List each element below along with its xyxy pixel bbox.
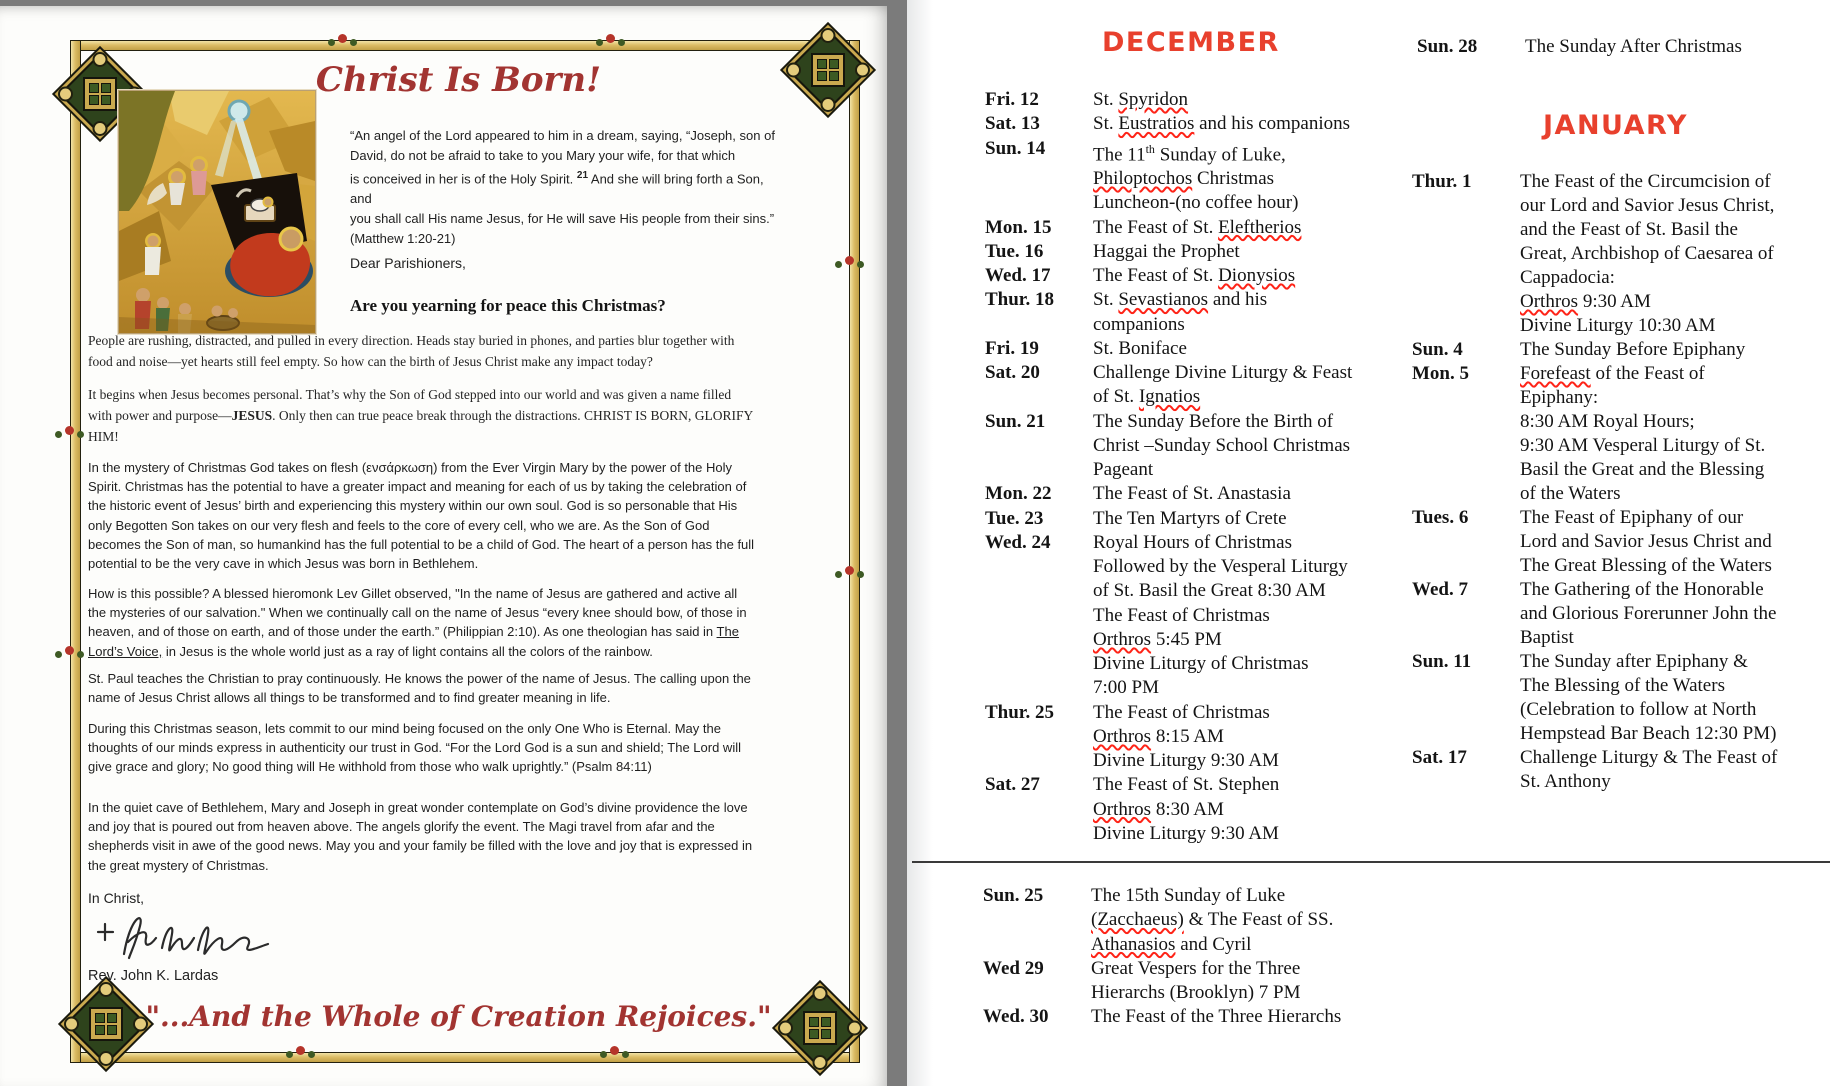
scripture-quote-line: (Matthew 1:20-21) — [350, 231, 456, 247]
calendar-entry-description — [1093, 701, 1395, 774]
letter-question: Are you yearning for peace this Christmas? — [350, 296, 666, 315]
calendar-entry-line: Orthros 8:15 AM — [1093, 725, 1224, 747]
calendar-entry-description — [1093, 531, 1395, 701]
calendar-entry-day: Fri. 12 — [985, 89, 1039, 110]
calendar-entry-line: Hempstead Bar Beach 12:30 PM) — [1520, 723, 1777, 744]
border-sprig-ornament — [338, 34, 347, 43]
calendar-entry-description — [1520, 362, 1827, 506]
calendar-entry — [985, 240, 1395, 264]
calendar-entry-description — [1093, 264, 1395, 288]
letter-paragraph: People are rushing, distracted, and pulled in every direction. Heads stay buried in phones, and parties blur together with food and noise—yet hearts still feel empty. So how can the birth of Jesus Christ make any impact today? — [88, 333, 735, 369]
border-sprig-ornament — [845, 566, 854, 575]
calendar-entry-description — [1093, 216, 1395, 240]
calendar-entry — [985, 361, 1395, 410]
scripture-quote-line: you shall call His name Jesus, for He will save His people from their sins.” — [350, 211, 775, 227]
calendar-entry-line: The Sunday After Christmas — [1525, 36, 1742, 57]
scripture-quote — [350, 126, 780, 249]
calendar-entry-description — [1093, 88, 1395, 112]
calendar-entry-line: St. Sevastianos and his — [1093, 289, 1268, 311]
late-january-column — [983, 884, 1393, 1030]
calendar-entry-line: The Gathering of the Honorable — [1520, 579, 1764, 600]
calendar-entry-line: The Great Blessing of the Waters — [1520, 555, 1772, 576]
january-header: JANUARY — [1543, 110, 1688, 141]
calendar-entry — [1412, 506, 1827, 578]
calendar-entry — [1417, 35, 1827, 59]
calendar-entry-day: Sun. 11 — [1412, 651, 1472, 672]
border-sprig-ornament — [845, 256, 854, 265]
calendar-entry-line: of St. Basil the Great 8:30 AM — [1093, 580, 1326, 602]
border-sprig-ornament — [65, 646, 74, 655]
calendar-entry-line: 9:30 AM Vesperal Liturgy of St. — [1520, 435, 1766, 456]
calendar-entry-description — [1093, 507, 1395, 531]
calendar-entry-day: Sun. 25 — [983, 885, 1044, 906]
calendar-entry-day: Sat. 13 — [985, 113, 1040, 135]
calendar-entry — [985, 264, 1395, 288]
calendar-entry-day: Sun. 14 — [985, 137, 1046, 159]
calendar-entry-description — [1093, 410, 1395, 483]
calendar-entry — [985, 701, 1395, 774]
calendar-entry-line: Followed by the Vesperal Liturgy — [1093, 556, 1348, 578]
calendar-entry-line: Baptist — [1520, 627, 1574, 648]
border-sprig-ornament — [296, 1046, 305, 1055]
signer-name: Rev. John K. Lardas — [88, 968, 219, 984]
calendar-entry-line: and the Feast of St. Basil the — [1520, 219, 1738, 240]
calendar-entry-day: Thur. 18 — [985, 289, 1054, 311]
letter-paragraph: It begins when Jesus becomes personal. That’s why the Son of God stepped into our world and was given a name filled with power and purpose—JESUS. Only then can true peace break through the distractions. CHRIST IS BORN, GLORIFY HIM! — [88, 387, 753, 444]
calendar-entry-line: The Sunday Before Epiphany — [1520, 339, 1746, 360]
calendar-entry — [985, 531, 1395, 701]
letter-paragraph: How is this possible? A blessed hieromonk Lev Gillet observed, "In the name of Jesus are gathered and active all the mysteries of our salvation." When we continually call on the name of Jesus “every knee should bow, of those in heaven, and of those on earth, and of those under the earth.” (Philippian 2:10). As one theologian has said in The Lord’s Voice, in Jesus is the whole world just as a ray of light contains all the colors of the rainbow. — [88, 586, 747, 659]
border-bar-top — [70, 40, 860, 51]
calendar-entry-day: Mon. 22 — [985, 483, 1052, 505]
border-bar-left — [70, 40, 81, 1063]
calendar-entry-day: Wed. 24 — [985, 531, 1051, 553]
border-bar-bottom — [70, 1052, 860, 1063]
calendar-entry-line: Orthros 9:30 AM — [1520, 291, 1651, 312]
calendar-entry-description — [1091, 884, 1393, 957]
letter-paragraph: In the mystery of Christmas God takes on flesh (ενσάρκωση) from the Ever Virgin Mary by the power of the Holy Spirit. Christmas has the potential to have a greater impact and meaning for each of us by taking the celebration of the historic event of Jesus’ birth and experiencing this mystery within our own soul. God is so personable that His only Begotten Son takes on our very flesh and feels to the core of every cell, who we are. As the Son of God becomes the Son of man, so humankind has the full potential to be a child of God. The heart of a person has the full potential to be the very cave in which Jesus was born in Bethlehem. — [88, 460, 755, 572]
calendar-entry-line: The Feast of Christmas — [1093, 604, 1270, 626]
calendar-entry — [1412, 746, 1827, 794]
calendar-entry — [1412, 338, 1827, 362]
calendar-entry-day: Sat. 27 — [985, 774, 1040, 796]
calendar-entry-line: St. Boniface — [1093, 337, 1187, 359]
calendar-entry-day: Wed. 17 — [985, 265, 1051, 287]
calendar-entry-day: Tue. 23 — [985, 507, 1044, 529]
calendar-entry-line: The Feast of St. Dionysios — [1093, 265, 1296, 287]
december-column — [985, 88, 1395, 846]
letter-paragraph: During this Christmas season, lets commit to our mind being focused on the only One Who is Eternal. May the thoughts of our minds express in authenticity our trust in God. “For the Lord God is a sun and shield; The Lord will give grace and glory; No good thing will He withhold from those who walk uprightly.” (Psalm 84:11) — [88, 721, 741, 775]
calendar-entry-line: Great, Archbishop of Caesarea of — [1520, 243, 1774, 264]
calendar-entry-line: (Zacchaeus) & The Feast of SS. — [1091, 909, 1334, 931]
calendar-entry-line: Forefeast of the Feast of — [1520, 363, 1705, 384]
calendar-entry-day: Sun. 28 — [1417, 36, 1478, 57]
calendar-entry-line: Basil the Great and the Blessing — [1520, 459, 1765, 480]
calendar-entry — [985, 337, 1395, 361]
border-sprig-ornament — [65, 426, 74, 435]
scripture-quote-line: “An angel of the Lord appeared to him in a dream, saying, “Joseph, son of — [350, 128, 775, 143]
calendar-entry-day: Wed 29 — [983, 957, 1044, 979]
calendar-entry — [985, 507, 1395, 531]
letter-title: Christ Is Born! — [315, 60, 602, 100]
calendar-page[interactable] — [907, 0, 1830, 1086]
calendar-entry-line: companions — [1093, 313, 1185, 335]
calendar-entry-description — [1520, 338, 1827, 362]
calendar-entry-line: Hierarchs (Brooklyn) 7 PM — [1091, 982, 1301, 1004]
calendar-entry-day: Sat. 17 — [1412, 747, 1467, 768]
calendar-entry-line: Orthros 5:45 PM — [1093, 628, 1222, 650]
january-top-entry — [1417, 35, 1827, 59]
letter-paragraph: In the quiet cave of Bethlehem, Mary and Joseph in great wonder contemplate on God’s divine providence the love and joy that is poured out from heaven above. The angels glorify the event. The Magi travel from afar and the shepherds visit in awe of the good news. May you and your family be filled with the love and joy that is expressed in the great mystery of Christmas. — [88, 800, 753, 873]
calendar-entry-day: Wed. 30 — [983, 1006, 1049, 1028]
calendar-entry-day: Sun. 21 — [985, 410, 1046, 432]
nativity-icon — [118, 90, 316, 334]
calendar-entry — [985, 112, 1395, 136]
calendar-entry-day: Mon. 15 — [985, 216, 1052, 238]
december-header: DECEMBER — [1102, 27, 1280, 58]
calendar-entry — [1412, 578, 1827, 650]
section-divider — [912, 861, 1830, 863]
scripture-quote-line: is conceived in her is of the Holy Spirit. $^{21}$ And she will bring forth a Son, and — [350, 170, 764, 207]
calendar-entry-line: The Feast of the Circumcision of — [1520, 171, 1771, 192]
calendar-entry-day: Thur. 1 — [1412, 171, 1472, 192]
calendar-entry — [985, 410, 1395, 483]
calendar-entry-line: Divine Liturgy 9:30 AM — [1093, 750, 1279, 772]
calendar-entry-line: and Glorious Forerunner John the — [1520, 603, 1777, 624]
border-sprig-ornament — [610, 1046, 619, 1055]
calendar-entry-line: Divine Liturgy 10:30 AM — [1520, 315, 1716, 336]
calendar-entry-line: St. Spyridon — [1093, 89, 1189, 110]
calendar-entry-day: Sun. 4 — [1412, 339, 1463, 360]
calendar-entry-day: Wed. 7 — [1412, 579, 1468, 600]
calendar-entry-line: Lord and Savior Jesus Christ and — [1520, 531, 1772, 552]
calendar-entry-description — [1093, 773, 1395, 846]
border-sprig-ornament — [606, 34, 615, 43]
calendar-entry — [983, 1005, 1393, 1029]
calendar-entry-line: of the Waters — [1520, 483, 1621, 504]
calendar-entry-line: The Feast of Epiphany of our — [1520, 507, 1744, 528]
calendar-entry-line: Christ –Sunday School Christmas — [1093, 434, 1351, 456]
calendar-entry-line: of St. Ignatios — [1093, 386, 1201, 408]
calendar-entry-description — [1093, 240, 1395, 264]
calendar-entry-day: Mon. 5 — [1412, 363, 1469, 384]
calendar-entry-description — [1093, 137, 1395, 216]
calendar-entry — [985, 773, 1395, 846]
calendar-entry-description — [1091, 1005, 1393, 1029]
calendar-entry-description — [1093, 482, 1395, 506]
scripture-quote-line: David, do not be afraid to take to you Mary your wife, for that which — [350, 148, 736, 163]
calendar-entry-line: The Blessing of the Waters — [1520, 675, 1725, 696]
calendar-entry-line: Cappadocia: — [1520, 267, 1615, 288]
calendar-entry-line: Great Vespers for the Three — [1091, 957, 1301, 979]
calendar-entry-description — [1520, 170, 1827, 338]
calendar-entry-description — [1525, 35, 1827, 59]
calendar-entry-line: The Feast of the Three Hierarchs — [1091, 1006, 1342, 1028]
calendar-entry-line: Luncheon-(no coffee hour) — [1093, 192, 1299, 214]
calendar-entry-description — [1093, 361, 1395, 410]
calendar-entry — [985, 137, 1395, 216]
calendar-entry — [983, 884, 1393, 957]
letter-footer-quote: "...And the Whole of Creation Rejoices." — [145, 1000, 772, 1033]
calendar-entry-description — [1520, 578, 1827, 650]
calendar-entry — [1412, 362, 1827, 506]
calendar-entry — [985, 288, 1395, 337]
calendar-entry-line: The Feast of St. Stephen — [1093, 774, 1280, 796]
calendar-entry-line: Philoptochos Christmas — [1093, 168, 1275, 190]
calendar-entry-description — [1091, 957, 1393, 1006]
calendar-entry-line: The Feast of St. Eleftherios — [1093, 216, 1302, 238]
calendar-entry-line: Challenge Liturgy & The Feast of — [1520, 747, 1778, 768]
calendar-entry-day: Tues. 6 — [1412, 507, 1469, 528]
border-bar-right — [849, 40, 860, 1063]
calendar-entry-line: The Sunday Before the Birth of — [1093, 410, 1334, 432]
calendar-entry-line: Divine Liturgy of Christmas — [1093, 653, 1309, 675]
calendar-entry-line: Epiphany: — [1520, 387, 1599, 408]
letter-paragraph: St. Paul teaches the Christian to pray continuously. He knows the power of the name of Jesus. The calling upon the name of Jesus Christ allows all things to be transformed and to find greater meaning in life. — [88, 671, 751, 706]
calendar-entry-line: 7:00 PM — [1093, 677, 1159, 699]
calendar-entry — [985, 88, 1395, 112]
calendar-entry-line: our Lord and Savior Jesus Christ, — [1520, 195, 1775, 216]
calendar-entry-line: Royal Hours of Christmas — [1093, 531, 1292, 553]
calendar-entry-line: Orthros 8:30 AM — [1093, 798, 1224, 820]
calendar-entry-line: 8:30 AM Royal Hours; — [1520, 411, 1695, 432]
calendar-entry-description — [1520, 650, 1827, 746]
calendar-entry-line: St. Anthony — [1520, 771, 1611, 792]
letter-salutation: Dear Parishioners, — [350, 255, 466, 271]
january-column — [1412, 170, 1827, 794]
calendar-entry — [983, 957, 1393, 1006]
page-edge-shadow — [907, 0, 933, 1086]
calendar-entry-description — [1093, 288, 1395, 337]
calendar-entry-description — [1093, 112, 1395, 136]
calendar-entry-description — [1520, 746, 1827, 794]
calendar-entry-line: St. Eustratios and his companions — [1093, 113, 1351, 135]
calendar-entry-line: Athanasios and Cyril — [1091, 933, 1252, 955]
calendar-entry-day: Fri. 19 — [985, 337, 1039, 359]
calendar-entry-line: (Celebration to follow at North — [1520, 699, 1757, 720]
calendar-entry-line: Divine Liturgy 9:30 AM — [1093, 822, 1279, 844]
calendar-entry-day: Sat. 20 — [985, 362, 1040, 384]
calendar-entry — [1412, 650, 1827, 746]
calendar-entry-day: Thur. 25 — [985, 701, 1054, 723]
calendar-entry-line: The Feast of St. Anastasia — [1093, 483, 1291, 505]
calendar-entry — [1412, 170, 1827, 338]
calendar-entry-line: The Ten Martyrs of Crete — [1093, 507, 1287, 529]
calendar-entry-day: Tue. 16 — [985, 240, 1044, 262]
calendar-entry-line: Pageant — [1093, 459, 1154, 481]
calendar-entry-line: The Sunday after Epiphany & — [1520, 651, 1748, 672]
calendar-entry-line: Haggai the Prophet — [1093, 240, 1240, 262]
calendar-entry — [985, 482, 1395, 506]
calendar-entry-line: The 11th Sunday of Luke, — [1093, 141, 1286, 165]
calendar-entry — [985, 216, 1395, 240]
letter-page[interactable] — [0, 6, 887, 1086]
letter-closing: In Christ, — [88, 890, 145, 906]
calendar-entry-line: The 15th Sunday of Luke — [1091, 885, 1286, 906]
signature — [92, 904, 282, 962]
calendar-entry-line: The Feast of Christmas — [1093, 701, 1270, 723]
calendar-entry-description — [1093, 337, 1395, 361]
calendar-entry-description — [1520, 506, 1827, 578]
calendar-entry-line: Challenge Divine Liturgy & Feast — [1093, 362, 1353, 384]
